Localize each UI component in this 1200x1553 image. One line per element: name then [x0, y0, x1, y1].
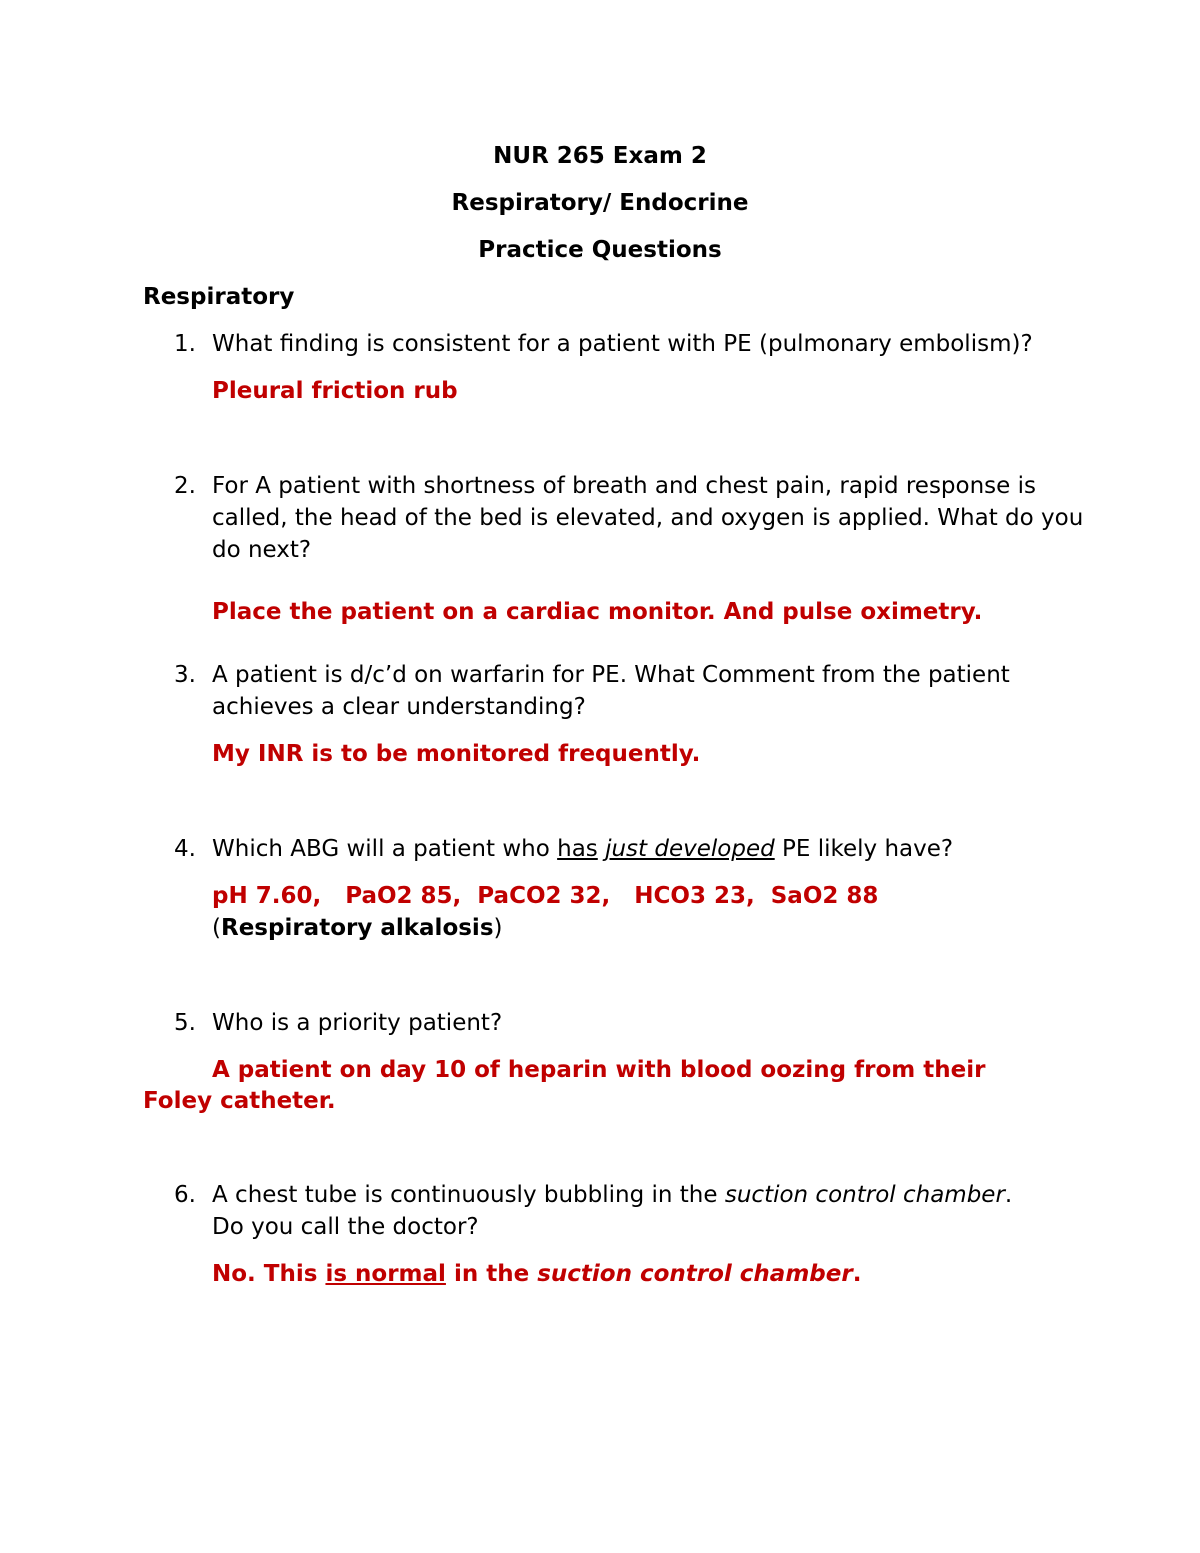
question-number: 4. — [174, 836, 196, 862]
paren-open: ( — [212, 915, 221, 941]
question-text-part: PE likely have? — [774, 836, 954, 862]
question-text: A patient is d/c’d on warfarin for PE. What Comment from the patient achieves a clear understanding? — [212, 662, 1010, 720]
answer-text: Place the patient on a cardiac monitor. And pulse oximetry. — [212, 599, 983, 625]
answer-emphasis-italic: suction control chamber — [537, 1261, 853, 1287]
question-text: For A patient with shortness of breath and chest pain, rapid response is called, the head of the bed is elevated, and oxygen is applied. What do you do next? — [212, 473, 1084, 563]
question-text-part: . — [1004, 1182, 1013, 1208]
doc-heading: Practice Questions — [478, 237, 722, 263]
question-text-part: Which ABG will a patient who — [212, 836, 558, 862]
answer-part: in the — [445, 1261, 538, 1287]
answer-part: No. This — [212, 1261, 326, 1287]
question-number: 3. — [174, 662, 196, 688]
answer-text-line2: Foley catheter. — [143, 1088, 336, 1114]
question-number: 2. — [174, 473, 196, 499]
answer-note-text: Respiratory alkalosis — [220, 915, 494, 941]
doc-title: NUR 265 Exam 2 — [493, 143, 707, 169]
answer-text-line1: A patient on day 10 of heparin with blood oozing from their — [212, 1057, 986, 1083]
question-text-space — [598, 836, 605, 862]
question-number: 6. — [174, 1182, 196, 1208]
question-text: Who is a priority patient? — [212, 1010, 503, 1036]
doc-subtitle: Respiratory/ Endocrine — [451, 190, 749, 216]
question-text: What finding is consistent for a patient with PE (pulmonary embolism)? — [212, 331, 1033, 357]
answer-text: pH 7.60, PaO2 85, PaCO2 32, HCO3 23, SaO2 88 — [212, 883, 879, 909]
question-emphasis-has: has — [557, 836, 598, 862]
answer-text: Pleural friction rub — [212, 378, 458, 404]
answer-emphasis: is normal — [325, 1261, 446, 1287]
question-text-line2: Do you call the doctor? — [212, 1214, 479, 1240]
question-number: 5. — [174, 1010, 196, 1036]
question-text-line1 — [212, 1179, 1012, 1211]
answer-text — [212, 1258, 861, 1290]
section-title: Respiratory — [143, 284, 295, 310]
answer-text: My INR is to be monitored frequently. — [212, 741, 701, 767]
paren-close: ) — [493, 915, 503, 941]
question-text — [212, 833, 953, 865]
answer-note — [212, 912, 503, 944]
answer-part: . — [852, 1261, 862, 1287]
question-emphasis-just-developed: just developed — [605, 836, 775, 862]
question-number: 1. — [174, 331, 196, 357]
question-text-part: A chest tube is continuously bubbling in the — [212, 1182, 725, 1208]
question-emphasis: suction control chamber — [724, 1182, 1005, 1208]
